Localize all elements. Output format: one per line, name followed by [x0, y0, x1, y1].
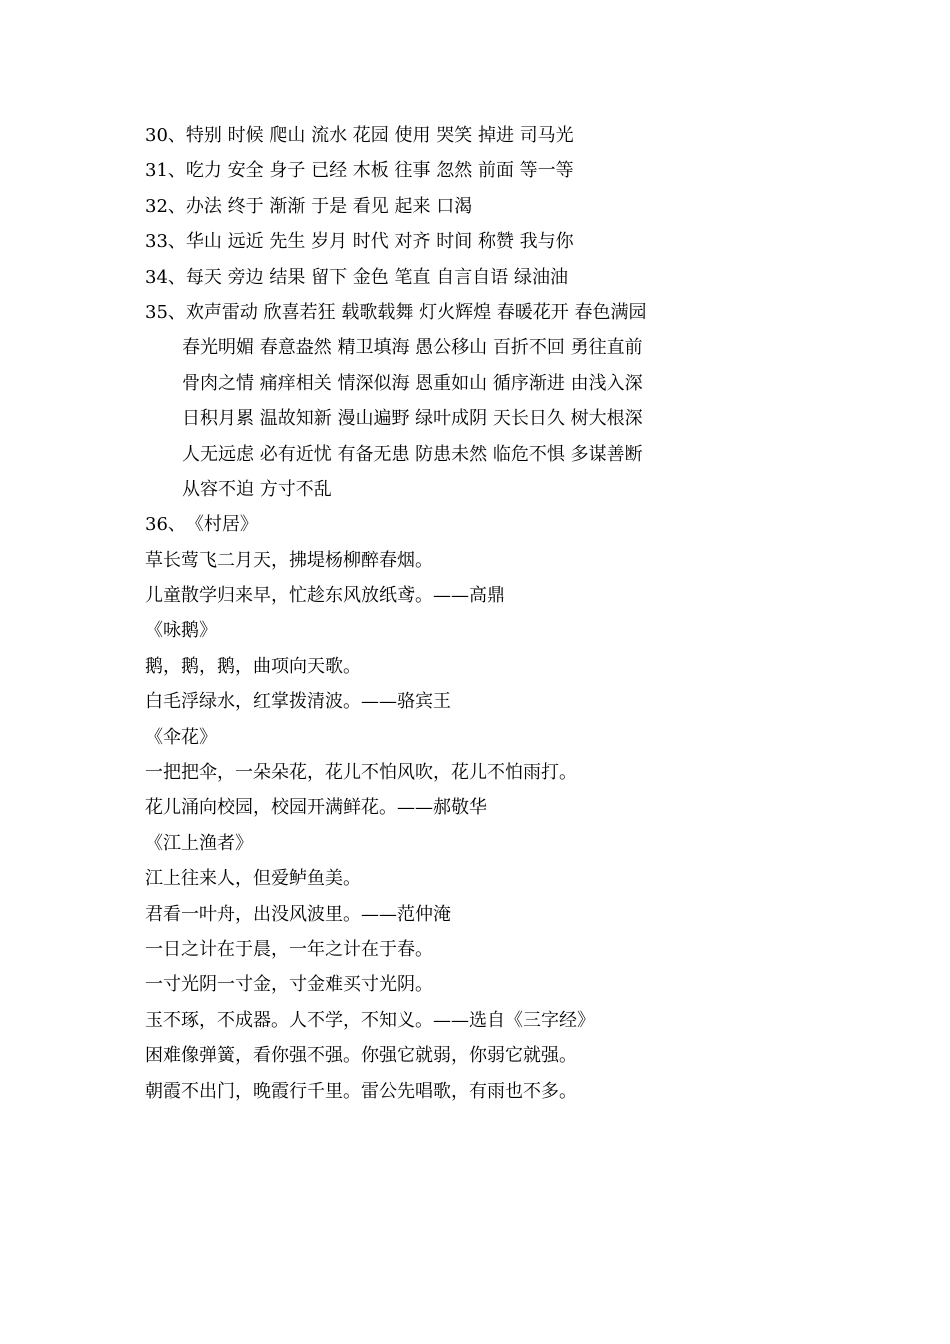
item-text: 特别 时候 爬山 流水 花园 使用 哭笑 掉进 司马光 [185, 125, 574, 146]
poem-line: 白毛浮绿水，红掌拨清波。——骆宾王 [145, 691, 451, 713]
list-item-34 [145, 260, 845, 295]
list-item-32 [145, 189, 845, 224]
item-number: 34、 [145, 266, 186, 288]
list-item-36 [145, 507, 845, 542]
list-item-30 [145, 118, 845, 153]
idiom-line: 人无远虑 必有近忧 有备无患 防患未然 临危不惧 多谋善断 [182, 443, 643, 465]
proverb-line: 一寸光阴一寸金，寸金难买寸光阴。 [145, 974, 433, 996]
item-number: 36、 [145, 514, 186, 536]
poem-line: 花儿涌向校园，校园开满鲜花。——郝敬华 [145, 797, 487, 819]
proverb-line: 一日之计在于晨，一年之计在于春。 [145, 938, 433, 960]
poem-line: 儿童散学归来早，忙趁东风放纸鸢。——高鼎 [145, 585, 505, 607]
poem-title: 《伞花》 [145, 726, 217, 748]
poem-title: 《江上渔者》 [145, 832, 253, 854]
list-item-31 [145, 153, 845, 188]
poem-line: 草长莺飞二月天，拂堤杨柳醉春烟。 [145, 549, 433, 571]
item-text: 吃力 安全 身子 已经 木板 往事 忽然 前面 等一等 [185, 160, 574, 182]
document-content [145, 118, 845, 1109]
item-number: 35、 [145, 301, 186, 323]
list-item-35 [145, 295, 845, 330]
item-number: 32、 [145, 195, 186, 217]
item-text: 办法 终于 渐渐 于是 看见 起来 口渴 [185, 195, 473, 217]
poem-line: 江上往来人，但爱鲈鱼美。 [145, 868, 361, 890]
poem-title: 《村居》 [185, 514, 258, 536]
poem-line: 鹅，鹅，鹅，曲项向天歌。 [145, 655, 361, 677]
item-text: 欢声雷动 欣喜若狂 载歌载舞 灯火辉煌 春暖花开 春色满园 [185, 301, 647, 323]
item-number: 30、 [145, 125, 186, 146]
idiom-line: 日积月累 温故知新 漫山遍野 绿叶成阴 天长日久 树大根深 [182, 408, 643, 430]
poem-line: 一把把伞，一朵朵花，花儿不怕风吹，花儿不怕雨打。 [145, 762, 577, 784]
idiom-line: 从容不迫 方寸不乱 [182, 478, 332, 500]
poem-line: 君看一叶舟，出没风波里。——范仲淹 [145, 903, 451, 925]
item-text: 每天 旁边 结果 留下 金色 笔直 自言自语 绿油油 [185, 266, 568, 288]
proverb-line: 朝霞不出门，晚霞行千里。雷公先唱歌，有雨也不多。 [145, 1080, 577, 1102]
list-item-33 [145, 224, 845, 259]
idiom-line: 春光明媚 春意盎然 精卫填海 愚公移山 百折不回 勇往直前 [182, 337, 643, 359]
poem-title: 《咏鹅》 [145, 620, 217, 642]
item-text: 华山 远近 先生 岁月 时代 对齐 时间 称赞 我与你 [185, 231, 574, 253]
proverb-line: 玉不琢，不成器。人不学，不知义。——选自《三字经》 [145, 1009, 595, 1031]
item-number: 33、 [145, 231, 186, 253]
item-number: 31、 [145, 160, 186, 182]
proverb-line: 困难像弹簧，看你强不强。你强它就弱，你弱它就强。 [145, 1045, 577, 1067]
idiom-line: 骨肉之情 痛痒相关 情深似海 恩重如山 循序渐进 由浅入深 [182, 372, 643, 394]
